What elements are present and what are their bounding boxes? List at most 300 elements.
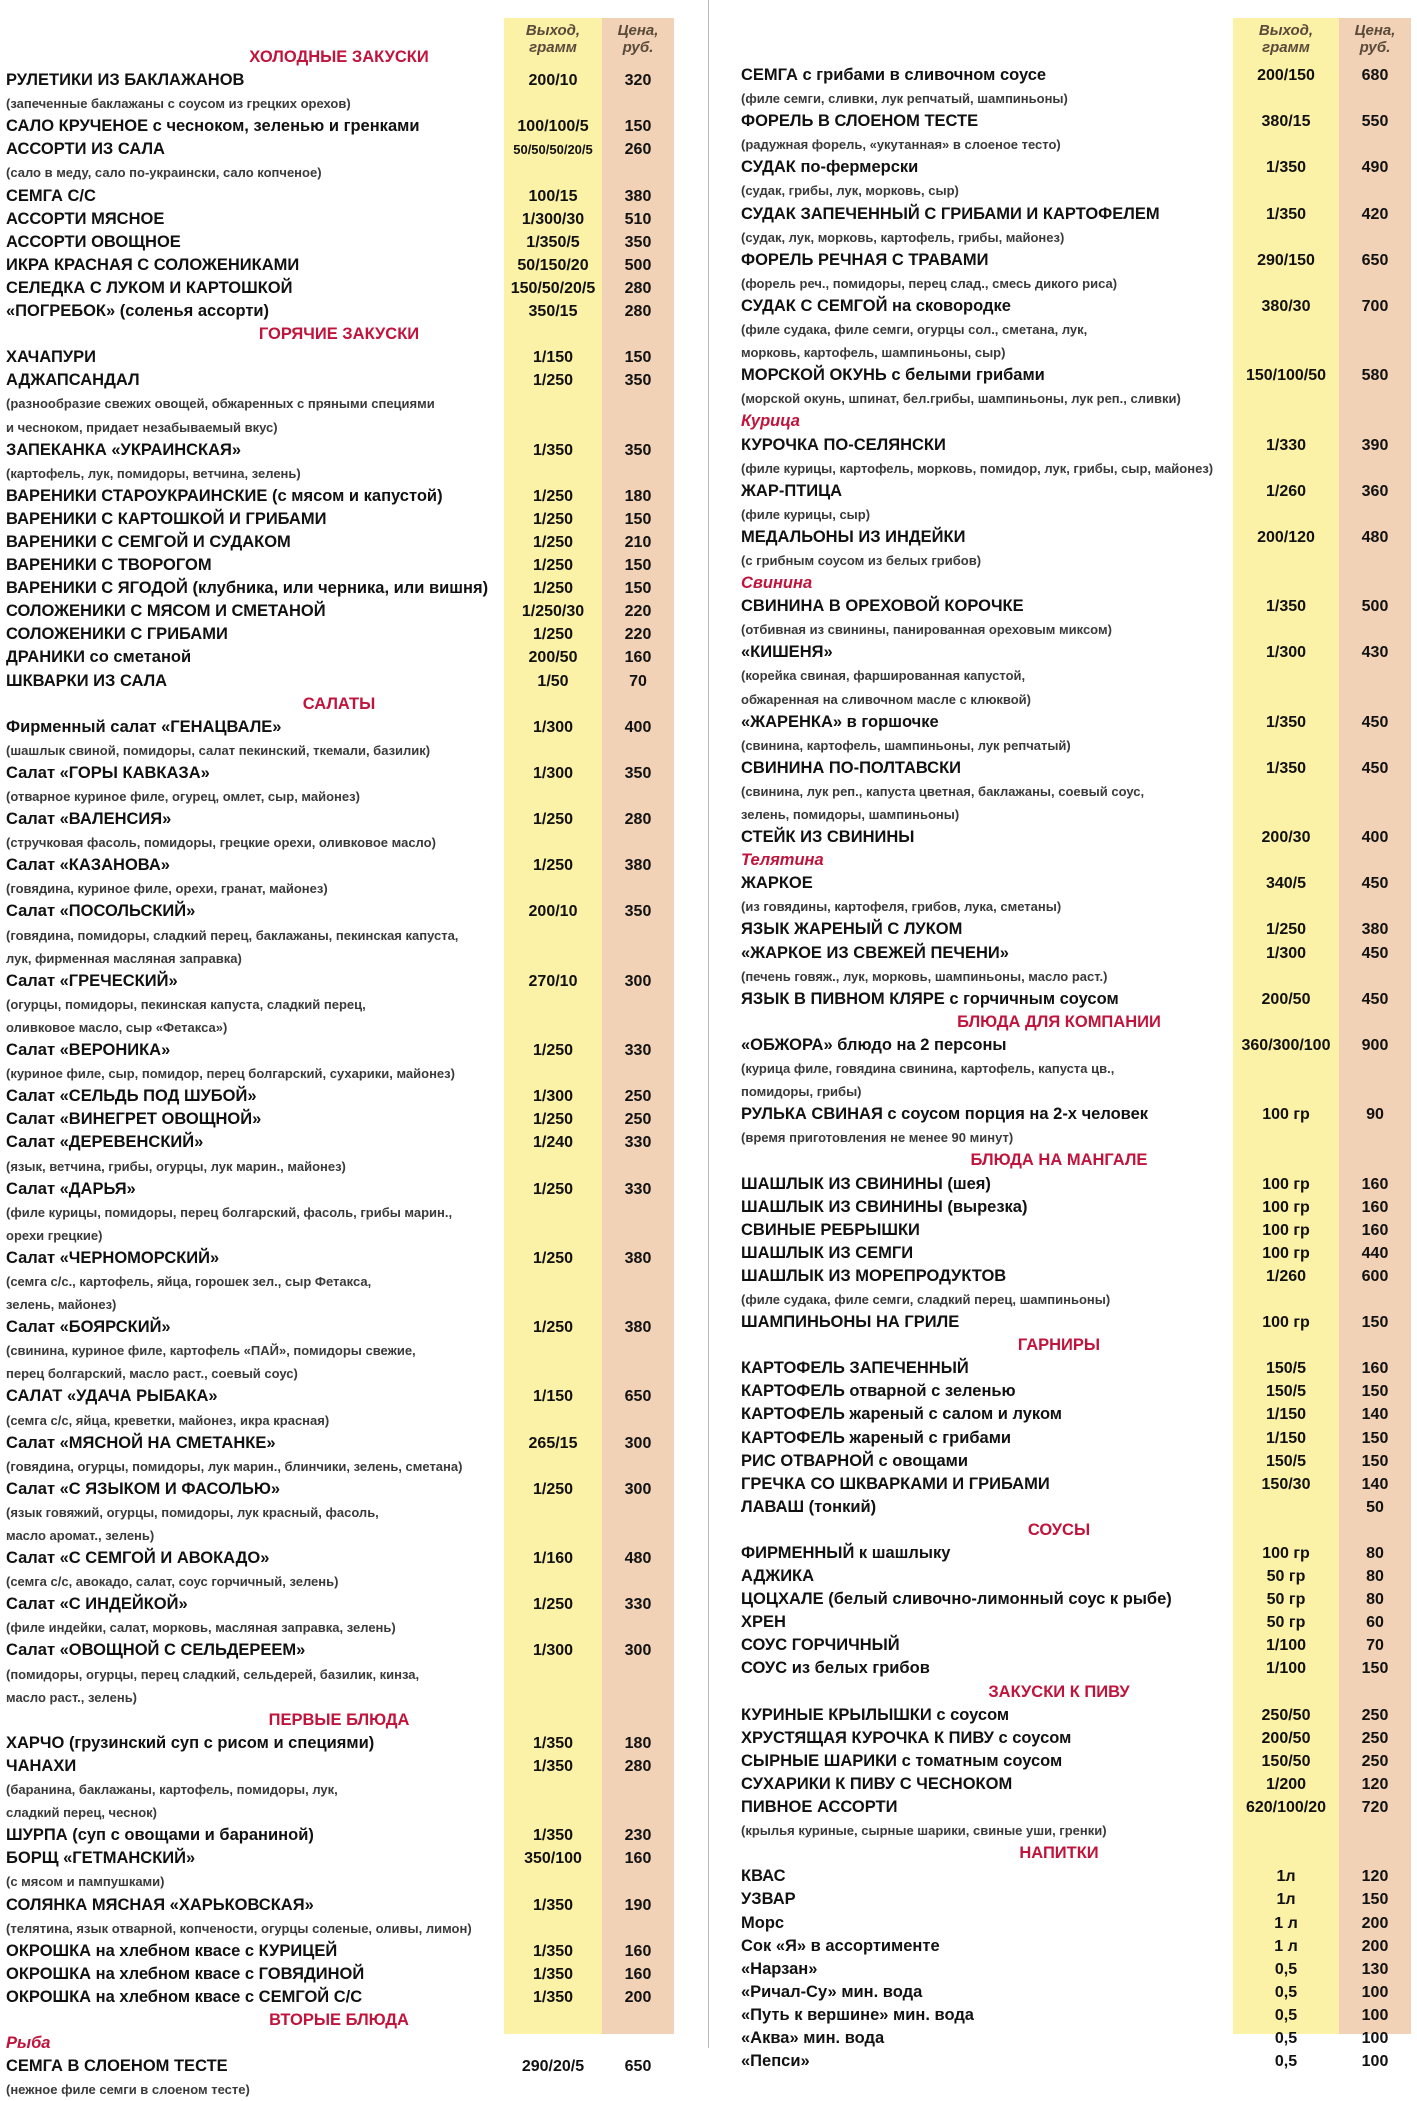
dish-name: ФОРЕЛЬ РЕЧНАЯ С ТРАВАМИ	[741, 250, 989, 269]
dish-yield: 50/150/20	[517, 256, 589, 274]
dish-yield: 1 л	[1274, 1914, 1298, 1932]
dish-price: 480	[624, 1550, 652, 1568]
menu-item	[741, 1219, 1417, 1242]
dish-description: обжаренная на сливочном масле с клюквой)	[741, 691, 1032, 707]
menu-item	[6, 1894, 708, 1917]
dish-price: 150	[624, 557, 652, 575]
menu-item	[6, 554, 708, 577]
menu-item	[741, 1912, 1417, 1935]
dish-price: 190	[624, 1896, 652, 1914]
section-title	[741, 1681, 1417, 1704]
dish-price: 250	[624, 1111, 652, 1129]
dish-yield: 360/300/100	[1241, 1036, 1331, 1054]
menu-item	[741, 1242, 1417, 1265]
dish-description: (говядина, куриное филе, орехи, гранат, майонез)	[6, 881, 328, 897]
dish-yield: 1/300	[532, 1088, 574, 1106]
menu-item	[741, 2050, 1417, 2073]
dish-price: 700	[1361, 297, 1389, 315]
menu-item	[741, 1542, 1417, 1565]
dish-name: ЖАРКОЕ	[741, 874, 813, 893]
dish-yield: 0,5	[1274, 2006, 1298, 2024]
dish-price: 150	[1361, 1891, 1389, 1909]
dish-price: 650	[624, 1388, 652, 1406]
dish-yield: 1/50	[537, 672, 569, 690]
dish-name: ШУРПА (суп с овощами и бараниной)	[6, 1826, 314, 1845]
menu-item	[6, 577, 708, 600]
dish-yield: 100 гр	[1262, 1221, 1310, 1239]
item-description	[6, 1686, 708, 1709]
dish-name: РУЛЬКА СВИНАЯ с соусом порция на 2-х человек	[741, 1105, 1149, 1124]
item-description	[6, 785, 708, 808]
dish-name: Салат «С СЕМГОЙ И АВОКАДО»	[6, 1549, 270, 1568]
dish-price: 220	[624, 626, 652, 644]
dish-description: (телятина, язык отварной, копчености, огурцы соленые, оливы, лимон)	[6, 1920, 472, 1936]
dish-name: «Пепси»	[741, 2052, 810, 2071]
item-description	[741, 780, 1417, 803]
dish-yield: 150/50	[1261, 1752, 1311, 1770]
item-description	[6, 416, 708, 439]
dish-yield: 100 гр	[1262, 1244, 1310, 1262]
dish-name: Салат «ОВОЩНОЙ С СЕЛЬДЕРЕЕМ»	[6, 1641, 306, 1660]
dish-price: 250	[1361, 1706, 1389, 1724]
dish-name: ШАШЛЫК ИЗ СВИНИНЫ (шея)	[741, 1174, 991, 1193]
dish-description: и чесноком, придает незабываемый вкус)	[6, 419, 278, 435]
dish-name: ЯЗЫК В ПИВНОМ КЛЯРЕ с горчичным соусом	[741, 989, 1119, 1008]
dish-yield: 1/350	[532, 441, 574, 459]
item-description	[6, 1339, 708, 1362]
menu-item	[741, 1103, 1417, 1126]
menu-item	[741, 64, 1417, 87]
dish-yield: 0,5	[1274, 1960, 1298, 1978]
dish-name: Салат «ВИНЕГРЕТ ОВОЩНОЙ»	[6, 1110, 262, 1129]
dish-name: СУДАК по-фермерски	[741, 158, 919, 177]
dish-name: Салат «ГОРЫ КАВКАЗА»	[6, 763, 210, 782]
menu-item	[741, 1403, 1417, 1426]
dish-description: (разнообразие свежих овощей, обжаренных с пряными специями	[6, 396, 435, 412]
dish-price: 60	[1366, 1614, 1384, 1632]
dish-yield: 620/100/20	[1245, 1799, 1327, 1817]
item-description	[6, 993, 708, 1016]
dish-description: (семга с/с, авокадо, салат, соус горчичный, зелень)	[6, 1574, 339, 1590]
item-description	[741, 803, 1417, 826]
item-description	[741, 1080, 1417, 1103]
dish-price: 160	[1361, 1221, 1389, 1239]
dish-name: ОКРОШКА на хлебном квасе с КУРИЦЕЙ	[6, 1941, 338, 1960]
dish-yield: 1/200	[1265, 1775, 1307, 1793]
dish-yield: 1/260	[1265, 482, 1307, 500]
section-label: Телятина	[741, 851, 824, 870]
dish-price: 150	[624, 349, 652, 367]
item-description	[741, 387, 1417, 410]
section-title	[6, 1709, 708, 1732]
menu-item	[741, 711, 1417, 734]
dish-price: 140	[1361, 1475, 1389, 1493]
item-description	[6, 1455, 708, 1478]
dish-price: 380	[624, 1319, 652, 1337]
dish-name: САЛО КРУЧЕНОЕ с чесноком, зеленью и гренками	[6, 117, 420, 136]
menu-item	[6, 485, 708, 508]
dish-yield: 0,5	[1274, 2053, 1298, 2071]
dish-description: (морской окунь, шпинат, бел.грибы, шампиньоны, лук реп., сливки)	[741, 391, 1181, 407]
item-description	[6, 1409, 708, 1432]
dish-description: (печень говяж., лук, морковь, шампиньоны, масло раст.)	[741, 968, 1108, 984]
dish-price: 380	[624, 1249, 652, 1267]
menu-item	[741, 942, 1417, 965]
item-description	[741, 1057, 1417, 1080]
dish-yield: 380/30	[1261, 297, 1311, 315]
dish-name: Салат «ЧЕРНОМОРСКИЙ»	[6, 1248, 220, 1267]
section-title	[741, 1334, 1417, 1357]
menu-item	[6, 1847, 708, 1870]
dish-price: 360	[1361, 482, 1389, 500]
dish-yield: 1/250	[532, 1319, 574, 1337]
dish-price: 90	[1366, 1106, 1384, 1124]
dish-name: ФИРМЕННЫЙ к шашлыку	[741, 1544, 951, 1562]
dish-name: ПИВНОЕ АССОРТИ	[741, 1798, 898, 1817]
dish-price: 150	[1361, 1429, 1389, 1447]
dish-yield: 150/30	[1261, 1475, 1311, 1493]
menu-item	[741, 872, 1417, 895]
dish-name: МОРСКОЙ ОКУНЬ с белыми грибами	[741, 366, 1045, 385]
dish-price: 500	[624, 256, 652, 274]
dish-yield: 1/350	[1265, 598, 1307, 616]
menu-item	[6, 300, 708, 323]
dish-price: 420	[1361, 205, 1389, 223]
dish-name: Салат «ПОСОЛЬСКИЙ»	[6, 902, 196, 921]
dish-yield: 1/250	[532, 1480, 574, 1498]
dish-price: 480	[1361, 528, 1389, 546]
menu-item	[741, 1565, 1417, 1588]
dish-price: 150	[624, 118, 652, 136]
item-description	[741, 549, 1417, 572]
dish-price: 380	[1361, 921, 1389, 939]
dish-description: орехи грецкие)	[6, 1227, 103, 1243]
dish-description: (филе судака, филе семги, огурцы сол., сметана, лук,	[741, 322, 1088, 338]
dish-price: 440	[1361, 1244, 1389, 1262]
dish-yield: 1/300	[532, 1642, 574, 1660]
price-header: Цена, руб.	[617, 22, 659, 56]
dish-description: (из говядины, картофеля, грибов, лука, сметаны)	[741, 899, 1062, 915]
dish-price: 900	[1361, 1036, 1389, 1054]
dish-description: (судак, лук, морковь, картофель, грибы, майонез)	[741, 229, 1065, 245]
dish-name: «ЖАРКОЕ ИЗ СВЕЖЕЙ ПЕЧЕНИ»	[741, 943, 1009, 962]
dish-price: 330	[624, 1042, 652, 1060]
dish-yield: 1/100	[1265, 1660, 1307, 1678]
dish-description: зелень, майонез)	[6, 1297, 117, 1313]
menu-item	[741, 988, 1417, 1011]
item-description	[6, 1224, 708, 1247]
dish-price: 150	[1361, 1314, 1389, 1332]
dish-price: 180	[624, 487, 652, 505]
dish-price: 350	[624, 233, 652, 251]
dish-yield: 1/350	[1265, 759, 1307, 777]
dish-description: (филе курицы, картофель, морковь, помидор, лук, грибы, сыр, майонез)	[741, 460, 1214, 476]
dish-name: ХРЕН	[741, 1613, 786, 1632]
dish-price: 300	[624, 1642, 652, 1660]
item-description	[6, 1570, 708, 1593]
dish-price: 50	[1366, 1498, 1384, 1516]
dish-name: СВИНЫЕ РЕБРЫШКИ	[741, 1220, 920, 1239]
menu-item	[6, 439, 708, 462]
dish-name: ШАШЛЫК ИЗ СЕМГИ	[741, 1243, 914, 1262]
menu-item	[741, 2027, 1417, 2050]
dish-yield: 200/150	[1257, 67, 1315, 84]
dish-name: ЯЗЫК ЖАРЕНЫЙ С ЛУКОМ	[741, 920, 963, 939]
menu-item	[6, 1178, 708, 1201]
dish-yield: 100 гр	[1262, 1175, 1310, 1193]
dish-name: ОКРОШКА на хлебном квасе с СЕМГОЙ С/С	[6, 1987, 363, 2006]
menu-item	[741, 1727, 1417, 1750]
menu-item	[6, 970, 708, 993]
menu-item	[741, 757, 1417, 780]
dish-yield: 200/120	[1257, 528, 1315, 546]
item-description	[6, 1616, 708, 1639]
dish-description: (запеченные баклажаны с соусом из грецких орехов)	[6, 96, 351, 112]
dish-yield: 1/150	[532, 349, 574, 367]
dish-price: 400	[1361, 829, 1389, 847]
menu-item	[741, 1634, 1417, 1657]
item-description	[741, 226, 1417, 249]
dish-name: ШАШЛЫК ИЗ МОРЕПРОДУКТОВ	[741, 1266, 1007, 1285]
item-description	[6, 1201, 708, 1224]
dish-name: Салат «ДАРЬЯ»	[6, 1179, 136, 1198]
menu-item	[6, 346, 708, 369]
dish-yield: 350/15	[528, 303, 578, 321]
dish-price: 490	[1361, 159, 1389, 177]
dish-price: 120	[1361, 1775, 1389, 1793]
dish-name: СУДАК С СЕМГОЙ на сковородке	[741, 296, 1011, 315]
dish-yield: 1/250/30	[521, 603, 585, 621]
dish-price: 160	[624, 1850, 652, 1868]
dish-price: 160	[1361, 1198, 1389, 1216]
dish-name: ФОРЕЛЬ В СЛОЕНОМ ТЕСТЕ	[741, 112, 979, 131]
menu-item	[741, 434, 1417, 457]
item-description	[741, 318, 1417, 341]
dish-yield: 1/250	[532, 533, 574, 551]
dish-name: ГРЕЧКА СО ШКВАРКАМИ И ГРИБАМИ	[741, 1474, 1050, 1493]
dish-yield: 1/300	[1265, 644, 1307, 662]
menu-item	[741, 1196, 1417, 1219]
dish-name: КАРТОФЕЛЬ ЗАПЕЧЕННЫЙ	[741, 1359, 969, 1378]
item-description	[6, 92, 708, 115]
menu-item	[6, 1131, 708, 1154]
item-description	[6, 1062, 708, 1085]
dish-yield: 380/15	[1261, 113, 1311, 131]
item-description	[741, 688, 1417, 711]
dish-description: (филе курицы, сыр)	[741, 506, 871, 522]
dish-description: (свинина, куриное филе, картофель «ПАЙ», помидоры свежие,	[6, 1343, 416, 1359]
dish-name: «Ричал-Су» мин. вода	[741, 1982, 923, 2001]
section-label: ЗАКУСКИ К ПИВУ	[988, 1682, 1130, 1701]
dish-yield: 1л	[1276, 1891, 1296, 1909]
dish-name: ХАЧАПУРИ	[6, 348, 96, 367]
dish-price: 250	[624, 1088, 652, 1106]
dish-yield: 1/250	[532, 1180, 574, 1198]
section-title	[741, 1149, 1417, 1172]
dish-price: 180	[624, 1734, 652, 1752]
menu-item	[741, 1865, 1417, 1888]
dish-yield: 350/100	[524, 1850, 582, 1868]
item-description	[6, 947, 708, 970]
menu-item	[741, 595, 1417, 618]
dish-price: 280	[624, 1757, 652, 1775]
dish-price: 720	[1361, 1799, 1389, 1817]
menu-item	[741, 1958, 1417, 1981]
dish-price: 650	[1361, 251, 1389, 269]
dish-price: 100	[1361, 2029, 1389, 2047]
item-description	[6, 1778, 708, 1801]
dish-yield: 100 гр	[1262, 1545, 1310, 1562]
dish-name: МЕДАЛЬОНЫ ИЗ ИНДЕЙКИ	[741, 527, 966, 546]
menu-list-left	[6, 46, 708, 2101]
menu-list-right	[741, 64, 1417, 2073]
menu-item	[6, 1385, 708, 1408]
menu-item	[6, 716, 708, 739]
dish-yield: 1/250	[532, 557, 574, 575]
dish-description: (с грибным соусом из белых грибов)	[741, 552, 982, 568]
section-title	[741, 1519, 1417, 1542]
dish-name: Салат «ГРЕЧЕСКИЙ»	[6, 971, 178, 990]
menu-item	[741, 1473, 1417, 1496]
dish-yield: 1/300/30	[521, 210, 585, 228]
item-description	[741, 895, 1417, 918]
dish-yield: 1/160	[532, 1550, 574, 1568]
menu-item	[741, 110, 1417, 133]
menu-item	[6, 1108, 708, 1131]
menu-item	[6, 2055, 708, 2078]
dish-name: ШКВАРКИ ИЗ САЛА	[6, 671, 168, 690]
dish-name: КВАС	[741, 1867, 786, 1886]
menu-item	[6, 1085, 708, 1108]
menu-item	[741, 826, 1417, 849]
menu-item	[6, 808, 708, 831]
subsection-title	[741, 410, 1417, 433]
menu-item	[741, 1657, 1417, 1680]
subsection-title	[741, 849, 1417, 872]
dish-price: 150	[1361, 1660, 1389, 1678]
dish-description: (отварное куриное филе, огурец, омлет, сыр, майонез)	[6, 789, 360, 804]
dish-yield: 1/350	[532, 1965, 574, 1983]
dish-price: 160	[624, 1965, 652, 1983]
dish-name: ВАРЕНИКИ СТАРОУКРАИНСКИЕ (с мясом и капустой)	[6, 486, 443, 505]
dish-name: СЫРНЫЕ ШАРИКИ с томатным соусом	[741, 1751, 1063, 1770]
dish-price: 320	[624, 72, 652, 90]
dish-name: ЛАВАШ (тонкий)	[741, 1497, 877, 1516]
menu-item	[6, 600, 708, 623]
menu-item	[6, 646, 708, 669]
dish-name: ВАРЕНИКИ С КАРТОШКОЙ И ГРИБАМИ	[6, 509, 327, 528]
menu-item	[6, 1963, 708, 1986]
menu-item	[6, 1755, 708, 1778]
dish-yield: 1/350	[532, 1896, 574, 1914]
item-description	[6, 1524, 708, 1547]
dish-yield: 1/250	[532, 1596, 574, 1614]
dish-yield: 200/10	[528, 903, 578, 921]
section-label: ПЕРВЫЕ БЛЮДА	[268, 1710, 410, 1729]
dish-yield: 0,5	[1274, 2029, 1298, 2047]
dish-name: ВАРЕНИКИ С ТВОРОГОМ	[6, 556, 212, 575]
menu-item	[741, 1796, 1417, 1819]
dish-price: 350	[624, 764, 652, 782]
dish-description: сладкий перец, чеснок)	[6, 1805, 158, 1821]
item-description	[741, 734, 1417, 757]
menu-item	[6, 1039, 708, 1062]
dish-description: (нежное филе семги в слоеном тесте)	[6, 2082, 250, 2098]
dish-price: 140	[1361, 1406, 1389, 1424]
section-label: БЛЮДА НА МАНГАЛЕ	[970, 1151, 1148, 1170]
dish-yield: 1/150	[532, 1388, 574, 1406]
dish-yield: 200/10	[528, 72, 578, 90]
menu-item	[6, 1986, 708, 2009]
dish-yield: 340/5	[1265, 875, 1307, 893]
dish-description: (картофель, лук, помидоры, ветчина, зелень)	[6, 465, 301, 481]
menu-item	[741, 1380, 1417, 1403]
menu-item	[741, 295, 1417, 318]
yield-header: Выход, грамм	[525, 22, 581, 56]
dish-price: 160	[624, 1942, 652, 1960]
dish-name: Сок «Я» в ассортименте	[741, 1936, 940, 1955]
dish-yield: 200/30	[1261, 829, 1311, 847]
dish-price: 280	[624, 279, 652, 297]
price-header: Цена, руб.	[1354, 22, 1396, 56]
dish-description: (язык, ветчина, грибы, огурцы, лук марин., майонез)	[6, 1158, 346, 1174]
menu-item	[741, 1034, 1417, 1057]
item-description	[6, 1293, 708, 1316]
section-title	[6, 46, 708, 69]
dish-name: ХАРЧО (грузинский суп с рисом и специями)	[6, 1733, 375, 1752]
dish-name: «ЖАРЕНКА» в горшочке	[741, 712, 939, 731]
item-description	[6, 831, 708, 854]
dish-yield: 1/350	[1265, 159, 1307, 177]
dish-name: КУРОЧКА ПО-СЕЛЯНСКИ	[741, 435, 946, 454]
menu-item	[6, 1547, 708, 1570]
dish-name: Салат «КАЗАНОВА»	[6, 856, 170, 875]
dish-price: 500	[1361, 598, 1389, 616]
item-description	[6, 1663, 708, 1686]
dish-name: КАРТОФЕЛЬ отварной с зеленью	[741, 1382, 1016, 1401]
dish-name: КАРТОФЕЛЬ жареный с салом и луком	[741, 1405, 1063, 1424]
section-label: НАПИТКИ	[1019, 1844, 1099, 1863]
dish-name: Салат «С ЯЗЫКОМ И ФАСОЛЬЮ»	[6, 1479, 281, 1498]
dish-yield: 1/250	[532, 580, 574, 598]
dish-description: (филе курицы, помидоры, перец болгарский, фасоль, грибы марин.,	[6, 1204, 453, 1220]
menu-item	[741, 1265, 1417, 1288]
menu-item	[741, 1888, 1417, 1911]
subsection-title	[6, 2032, 708, 2055]
menu-item	[741, 1750, 1417, 1773]
dish-price: 680	[1361, 67, 1389, 84]
dish-description: (филе семги, сливки, лук репчатый, шампиньоны)	[741, 91, 1068, 107]
dish-price: 430	[1361, 644, 1389, 662]
menu-item	[741, 364, 1417, 387]
dish-name: Фирменный салат «ГЕНАЦВАЛЕ»	[6, 717, 282, 736]
dish-price: 510	[624, 210, 652, 228]
item-description	[741, 179, 1417, 202]
menu-item	[741, 156, 1417, 179]
dish-description: (корейка свиная, фаршированная капустой,	[741, 668, 1026, 684]
dish-price: 210	[624, 533, 652, 551]
dish-yield: 1/350	[532, 1734, 574, 1752]
dish-name: СОЛЯНКА МЯСНАЯ «ХАРЬКОВСКАЯ»	[6, 1895, 314, 1914]
dish-description: перец болгарский, масло раст., соевый соус)	[6, 1366, 298, 1382]
dish-description: (свинина, картофель, шампиньоны, лук репчатый)	[741, 737, 1071, 753]
dish-yield: 1/350	[532, 1827, 574, 1845]
dish-yield: 100/15	[528, 187, 578, 205]
dish-name: ДРАНИКИ со сметаной	[6, 648, 192, 667]
dish-yield: 1/240	[532, 1134, 574, 1152]
menu-item	[741, 1704, 1417, 1727]
dish-yield: 1/150	[1265, 1406, 1307, 1424]
